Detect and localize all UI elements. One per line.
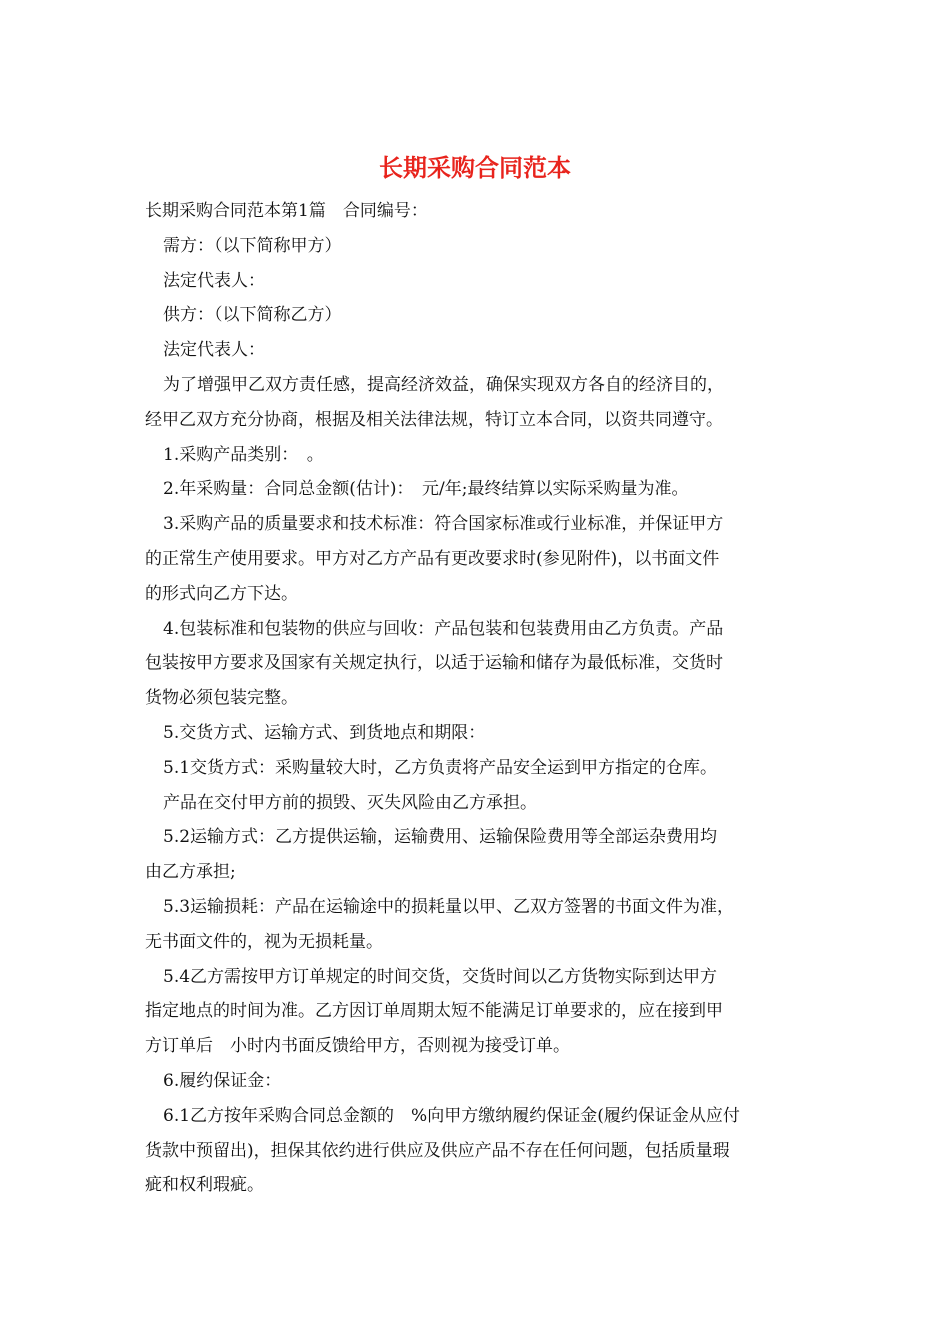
document-body [145,194,810,1203]
text-line: 6.1乙方按年采购合同总金额的 %向甲方缴纳履约保证金(履约保证金从应付 [163,1105,740,1126]
text-line: 包装按甲方要求及国家有关规定执行，以适于运输和储存为最低标准，交货时 [145,653,723,674]
text-line: 指定地点的时间为准。乙方因订单周期太短不能满足订单要求的，应在接到甲 [145,1001,723,1022]
text-line: 货物必须包装完整。 [145,688,298,709]
text-line: 3.采购产品的质量要求和技术标准：符合国家标准或行业标准，并保证甲方 [163,514,724,535]
text-line: 的正常生产使用要求。甲方对乙方产品有更改要求时(参见附件)，以书面文件 [145,548,720,569]
text-line: 无书面文件的，视为无损耗量。 [145,931,383,952]
text-line: 为了增强甲乙双方责任感，提高经济效益，确保实现双方各自的经济目的， [163,374,724,395]
text-line: 方订单后 小时内书面反馈给甲方，否则视为接受订单。 [145,1036,570,1057]
text-line: 需方：（以下简称甲方） [163,235,342,256]
text-line: 5.4乙方需按甲方订单规定的时间交货，交货时间以乙方货物实际到达甲方 [163,966,718,987]
text-line: 5.2运输方式：乙方提供运输，运输费用、运输保险费用等全部运杂费用均 [163,827,718,848]
text-line: 5.3运输损耗：产品在运输途中的损耗量以甲、乙双方签署的书面文件为准， [163,896,735,917]
text-line: 供方：（以下简称乙方） [163,305,342,326]
document-title: 长期采购合同范本 [379,153,571,182]
text-line: 5.交货方式、运输方式、到货地点和期限： [163,722,486,743]
text-line: 6.履约保证金： [163,1070,282,1091]
text-line: 的形式向乙方下达。 [145,583,298,604]
text-line: 经甲乙双方充分协商，根据及相关法律法规，特订立本合同，以资共同遵守。 [145,409,723,430]
text-line: 法定代表人： [163,270,265,291]
text-line: 由乙方承担; [145,862,236,883]
text-line: 5.1交货方式：采购量较大时，乙方负责将产品安全运到甲方指定的仓库。 [163,757,718,778]
text-line: 货款中预留出)，担保其依约进行供应及供应产品不存在任何问题，包括质量瑕 [145,1140,730,1161]
text-line: 4.包装标准和包装物的供应与回收：产品包装和包装费用由乙方负责。产品 [163,618,724,639]
text-line: 1.采购产品类别： 。 [163,444,324,465]
text-line: 2.年采购量：合同总金额(估计)： 元/年;最终结算以实际采购量为准。 [163,479,689,500]
text-line: 长期采购合同范本第1篇 合同编号： [145,201,428,221]
text-line: 产品在交付甲方前的损毁、灭失风险由乙方承担。 [163,792,537,813]
text-line: 法定代表人： [163,340,265,361]
text-line: 疵和权利瑕疵。 [145,1175,264,1196]
